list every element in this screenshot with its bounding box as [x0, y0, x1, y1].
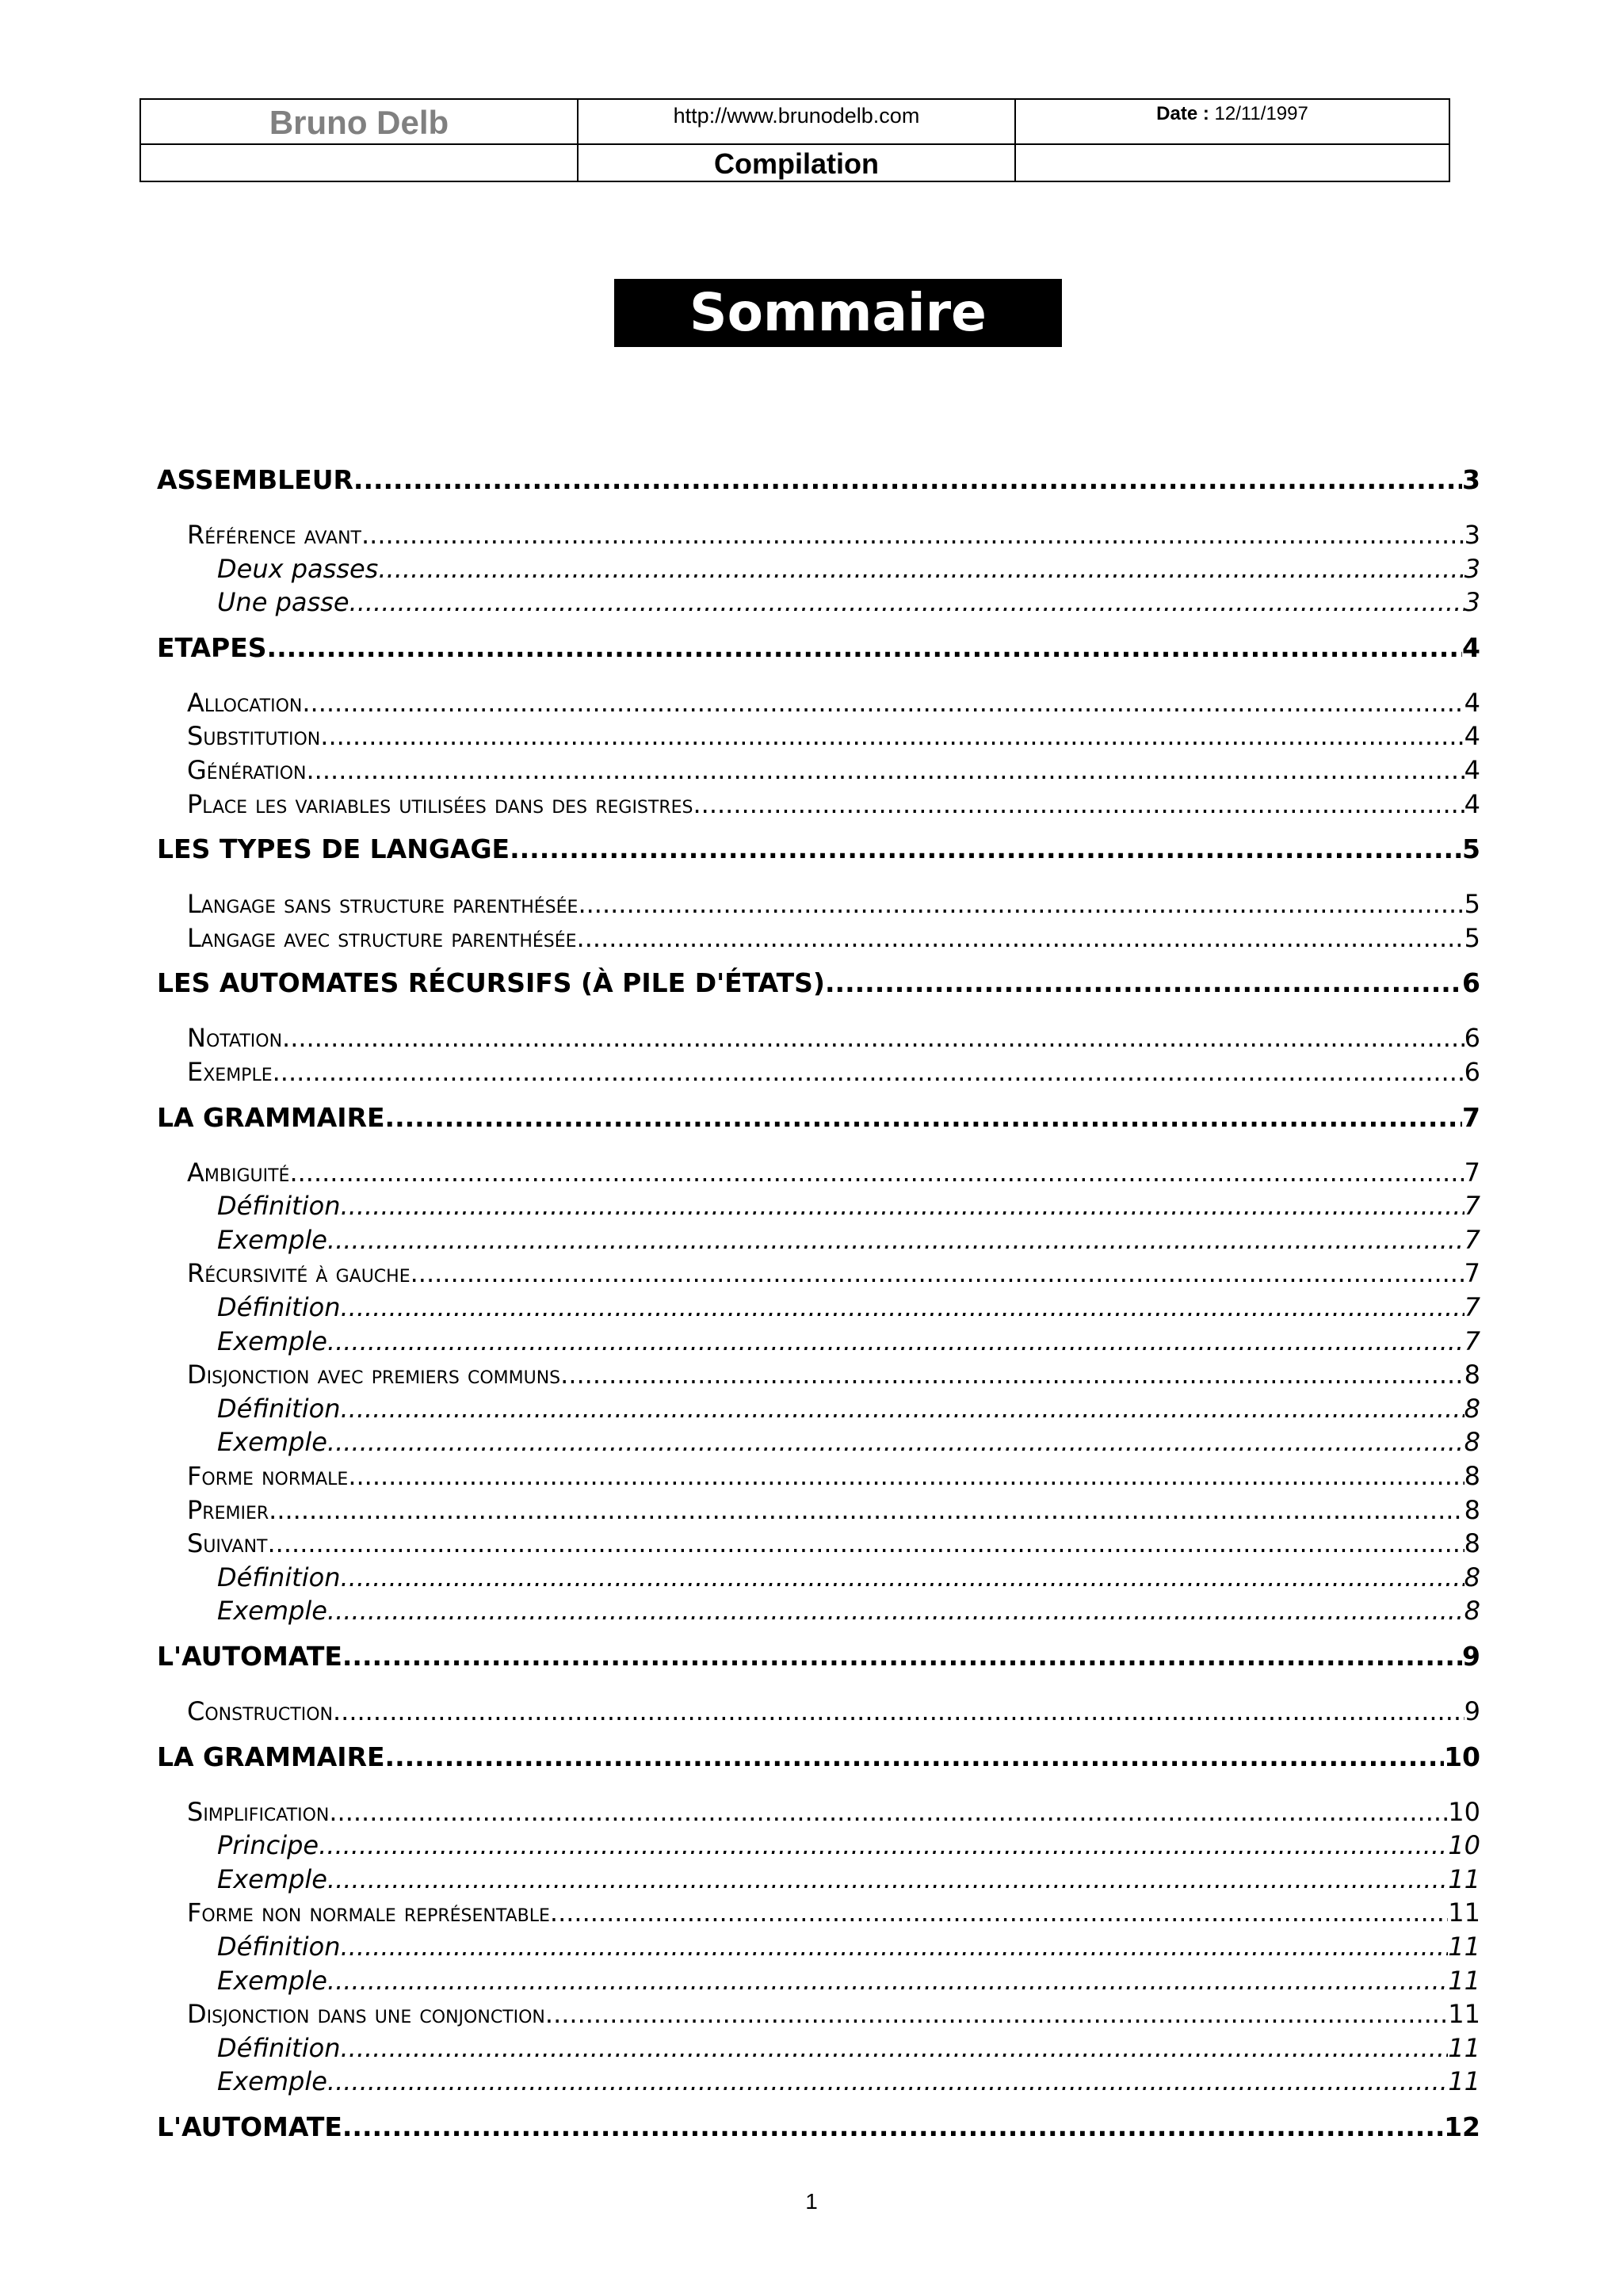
toc-entry-level-1[interactable]: [157, 1102, 1480, 1137]
toc-entry-level-2[interactable]: [157, 1495, 1480, 1528]
table-divider: [577, 100, 579, 181]
toc-dot-leader: [342, 2111, 1444, 2142]
toc-entry-level-2[interactable]: [157, 1797, 1480, 1830]
toc-entry-level-3[interactable]: [157, 1596, 1480, 1629]
toc-entry-level-3[interactable]: [157, 1191, 1480, 1224]
toc-entry-level-2[interactable]: [157, 1461, 1480, 1494]
toc-dot-leader: [361, 520, 1465, 550]
toc-entry-page: 4: [1464, 687, 1480, 718]
toc-entry-label: Ambiguité: [187, 1157, 290, 1188]
toc-entry-level-3[interactable]: [157, 1932, 1480, 1965]
toc-entry-label: Définition: [217, 1932, 341, 1962]
toc-entry-page: 8: [1464, 1360, 1480, 1390]
toc-dot-leader: [327, 1596, 1465, 1626]
toc-dot-leader: [577, 923, 1465, 953]
toc-entry-level-2[interactable]: [157, 1360, 1480, 1393]
toc-dot-leader: [348, 1461, 1464, 1491]
date-cell: [1016, 100, 1449, 143]
toc-entry-level-1[interactable]: [157, 1641, 1480, 1676]
toc-dot-leader: [333, 1696, 1465, 1726]
toc-entry-label: LA GRAMMAIRE: [157, 1741, 385, 1772]
toc-entry-level-2[interactable]: [157, 1528, 1480, 1562]
toc-entry-label: LES TYPES DE LANGAGE: [157, 833, 510, 865]
toc-entry-page: 3: [1464, 520, 1480, 550]
author-name: Bruno Delb: [269, 104, 449, 141]
toc-dot-leader: [282, 1023, 1465, 1053]
toc-entry-level-1[interactable]: [157, 464, 1480, 499]
toc-entry-page: 8: [1464, 1596, 1480, 1627]
toc-entry-page: 5: [1464, 922, 1480, 953]
toc-entry-level-1[interactable]: [157, 833, 1480, 868]
toc-entry-page: 8: [1464, 1393, 1480, 1424]
toc-entry-label: ASSEMBLEUR: [157, 464, 353, 495]
toc-entry-level-3[interactable]: [157, 1394, 1480, 1427]
toc-entry-page: 11: [1448, 2032, 1480, 2063]
toc-entry-page: 8: [1464, 1427, 1480, 1458]
toc-entry-page: 4: [1464, 788, 1480, 819]
toc-entry-level-3[interactable]: [157, 2066, 1480, 2100]
toc-entry-label: Premier: [187, 1494, 269, 1525]
toc-dot-leader: [342, 1641, 1462, 1672]
toc-entry-page: 10: [1444, 1741, 1480, 1772]
toc-entry-page: 8: [1464, 1494, 1480, 1525]
toc-entry-label: Construction: [187, 1696, 333, 1726]
toc-entry-label: Simplification: [187, 1796, 330, 1827]
toc-dot-leader: [327, 1427, 1465, 1457]
toc-entry-level-2[interactable]: [157, 520, 1480, 553]
toc-entry-level-3[interactable]: [157, 554, 1480, 587]
toc-entry-label: LES AUTOMATES RÉCURSIFS (À PILE D'ÉTATS): [157, 967, 826, 999]
toc-entry-label: Définition: [217, 2032, 341, 2063]
toc-dot-leader: [273, 1057, 1465, 1087]
toc-dot-leader: [560, 1360, 1465, 1390]
toc-entry-label: Référence avant: [187, 520, 361, 550]
toc-dot-leader: [545, 1999, 1448, 2029]
toc-dot-leader: [693, 789, 1464, 819]
toc-entry-page: 7: [1464, 1191, 1480, 1222]
toc-entry-level-2[interactable]: [157, 721, 1480, 754]
toc-entry-label: Définition: [217, 1393, 341, 1424]
toc-entry-label: Exemple: [187, 1057, 273, 1087]
toc-entry-label: Une passe: [217, 587, 349, 618]
toc-entry-level-3[interactable]: [157, 2033, 1480, 2066]
toc-entry-page: 9: [1462, 1641, 1480, 1672]
page-number: 1: [805, 2189, 818, 2214]
toc-entry-label: L'AUTOMATE: [157, 1641, 342, 1672]
toc-entry-level-3[interactable]: [157, 1830, 1480, 1863]
toc-entry-label: Deux passes: [217, 553, 379, 584]
toc-entry-level-2[interactable]: [157, 1696, 1480, 1730]
toc-entry-page: 7: [1462, 1101, 1480, 1133]
toc-dot-leader: [340, 2033, 1448, 2063]
toc-entry-level-2[interactable]: [157, 923, 1480, 956]
toc-dot-leader: [411, 1258, 1465, 1288]
toc-dot-leader: [307, 755, 1465, 785]
toc-entry-level-3[interactable]: [157, 1225, 1480, 1258]
toc-entry-page: 11: [1448, 2066, 1480, 2097]
toc-dot-leader: [340, 1292, 1464, 1322]
toc-entry-label: Exemple: [217, 1965, 327, 1996]
toc-entry-page: 7: [1464, 1325, 1480, 1356]
toc-entry-label: Définition: [217, 1191, 341, 1222]
toc-dot-leader: [510, 833, 1462, 864]
toc-entry-page: 7: [1464, 1157, 1480, 1188]
toc-entry-page: 8: [1464, 1562, 1480, 1592]
empty-cell: [1016, 145, 1449, 182]
toc-dot-leader: [289, 1158, 1464, 1188]
toc-dot-leader: [340, 1394, 1464, 1424]
date-label: Date :: [1156, 103, 1209, 124]
page-title: Sommaire: [614, 279, 1062, 347]
table-divider: [141, 143, 1449, 145]
toc-entry-page: 4: [1464, 721, 1480, 752]
toc-entry-label: Exemple: [217, 1863, 327, 1894]
toc-entry-level-3[interactable]: [157, 1562, 1480, 1596]
toc-entry-label: Définition: [217, 1562, 341, 1592]
toc-entry-page: 8: [1464, 1528, 1480, 1559]
toc-dot-leader: [353, 464, 1462, 495]
toc-dot-leader: [327, 1864, 1448, 1894]
toc-entry-label: Langage avec structure parenthésée: [187, 922, 577, 953]
toc-entry-label: Définition: [217, 1292, 341, 1322]
toc-entry-label: Langage sans structure parenthésée: [187, 889, 579, 920]
toc-entry-level-1[interactable]: [157, 1741, 1480, 1776]
toc-entry-level-2[interactable]: [157, 1023, 1480, 1056]
toc-dot-leader: [550, 1897, 1448, 1928]
toc-entry-page: 6: [1464, 1023, 1480, 1054]
toc-entry-page: 3: [1462, 464, 1480, 495]
toc-dot-leader: [302, 688, 1464, 718]
toc-entry-label: Disjonction dans une conjonction: [187, 1999, 545, 2030]
toc-entry-level-2[interactable]: [157, 1897, 1480, 1931]
toc-entry-page: 5: [1462, 833, 1480, 865]
toc-entry-page: 12: [1444, 2111, 1480, 2142]
toc-entry-page: 8: [1464, 1461, 1480, 1491]
toc-entry-level-2[interactable]: [157, 1258, 1480, 1291]
toc-dot-leader: [578, 889, 1464, 919]
toc-entry-page: 11: [1448, 1932, 1480, 1962]
date-value: 12/11/1997: [1214, 103, 1308, 124]
toc-dot-leader: [268, 1528, 1465, 1558]
toc-dot-leader: [385, 1102, 1462, 1133]
toc-dot-leader: [329, 1797, 1448, 1827]
toc-entry-level-2[interactable]: [157, 789, 1480, 822]
toc-entry-page: 11: [1448, 1999, 1480, 2030]
toc-entry-page: 3: [1464, 553, 1480, 584]
toc-entry-label: Exemple: [217, 1224, 327, 1255]
toc-entry-page: 7: [1464, 1224, 1480, 1255]
toc-entry-level-2[interactable]: [157, 1158, 1480, 1191]
toc-dot-leader: [319, 1830, 1448, 1860]
toc-entry-level-2[interactable]: [157, 755, 1480, 788]
toc-entry-level-3[interactable]: [157, 587, 1480, 620]
toc-dot-leader: [340, 1932, 1448, 1962]
toc-entry-page: 5: [1464, 889, 1480, 920]
toc-dot-leader: [269, 1495, 1465, 1525]
toc-entry-page: 11: [1448, 1897, 1480, 1928]
toc-entry-level-3[interactable]: [157, 1292, 1480, 1325]
toc-entry-label: Substitution: [187, 721, 321, 752]
toc-entry-label: Place les variables utilisées dans des registres: [187, 788, 693, 819]
toc-entry-page: 11: [1448, 1965, 1480, 1996]
toc-dot-leader: [327, 1225, 1465, 1255]
toc-dot-leader: [825, 967, 1462, 998]
toc-entry-label: L'AUTOMATE: [157, 2111, 342, 2142]
toc-entry-page: 11: [1448, 1863, 1480, 1894]
toc-entry-label: Suivant: [187, 1528, 268, 1559]
toc-entry-level-3[interactable]: [157, 1427, 1480, 1460]
toc-dot-leader: [340, 1562, 1464, 1592]
toc-entry-label: Récursivité à gauche: [187, 1258, 411, 1289]
toc-dot-leader: [340, 1191, 1464, 1221]
toc-entry-label: Disjonction avec premiers communs: [187, 1360, 561, 1390]
toc-entry-page: 9: [1464, 1696, 1480, 1726]
toc-entry-level-2[interactable]: [157, 1057, 1480, 1090]
table-divider: [1014, 100, 1016, 181]
toc-entry-level-2[interactable]: [157, 889, 1480, 922]
toc-dot-leader: [327, 1326, 1465, 1356]
toc-entry-label: Exemple: [217, 1596, 327, 1627]
toc-entry-level-3[interactable]: [157, 1326, 1480, 1360]
empty-cell: [141, 145, 577, 182]
toc-dot-leader: [378, 554, 1464, 584]
toc-entry-level-2[interactable]: [157, 1999, 1480, 2032]
header-table: [139, 98, 1450, 182]
toc-entry-page: 7: [1464, 1292, 1480, 1322]
toc-entry-label: Génération: [187, 755, 307, 785]
toc-entry-level-3[interactable]: [157, 1864, 1480, 1897]
toc-entry-page: 3: [1464, 587, 1480, 618]
toc-entry-page: 10: [1448, 1796, 1480, 1827]
toc-entry-page: 6: [1462, 967, 1480, 999]
toc-dot-leader: [320, 721, 1464, 751]
toc-entry-label: Principe: [217, 1830, 319, 1861]
toc-dot-leader: [267, 632, 1463, 663]
toc-entry-label: Exemple: [217, 1325, 327, 1356]
toc-entry-level-2[interactable]: [157, 688, 1480, 721]
toc-dot-leader: [349, 587, 1465, 617]
toc-entry-page: 7: [1464, 1258, 1480, 1289]
toc-dot-leader: [385, 1741, 1445, 1772]
toc-entry-label: ETAPES: [157, 631, 267, 663]
toc-entry-page: 6: [1464, 1057, 1480, 1087]
toc-entry-level-3[interactable]: [157, 1966, 1480, 1999]
toc-entry-label: LA GRAMMAIRE: [157, 1101, 385, 1133]
document-subject: Compilation: [714, 147, 879, 180]
toc-dot-leader: [327, 1966, 1448, 1996]
toc-entry-label: Exemple: [217, 2066, 327, 2097]
toc-entry-label: Forme non normale représentable: [187, 1897, 550, 1928]
toc-dot-leader: [327, 2066, 1448, 2096]
toc-entry-level-1[interactable]: [157, 2111, 1480, 2146]
toc-entry-page: 4: [1462, 631, 1480, 663]
toc-entry-label: Forme normale: [187, 1461, 349, 1491]
toc-entry-level-1[interactable]: [157, 632, 1480, 667]
toc-entry-page: 10: [1448, 1830, 1480, 1861]
toc-entry-label: Allocation: [187, 687, 303, 718]
toc-entry-page: 4: [1464, 755, 1480, 785]
website-url[interactable]: http://www.brunodelb.com: [673, 104, 920, 128]
toc-entry-label: Notation: [187, 1023, 283, 1054]
toc-entry-label: Exemple: [217, 1427, 327, 1458]
toc-entry-level-1[interactable]: [157, 967, 1480, 1002]
